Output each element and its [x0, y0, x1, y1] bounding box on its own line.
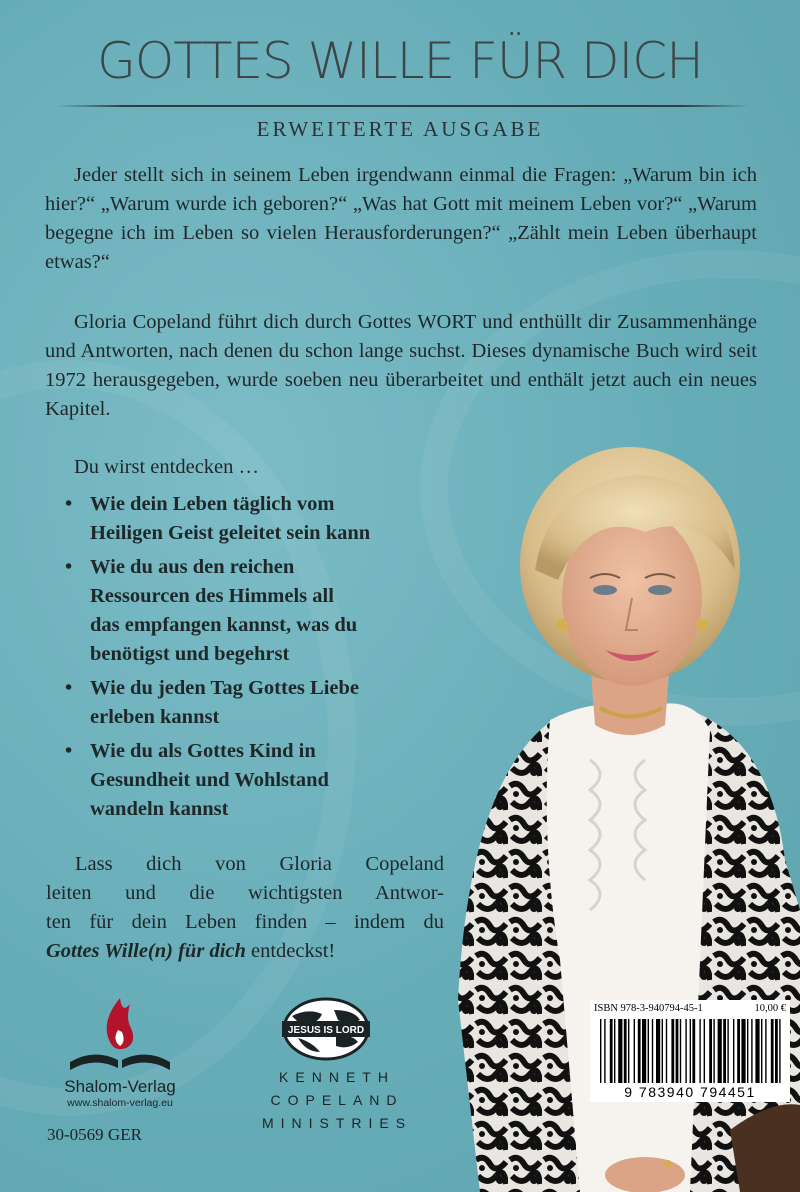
barcode-bar: [648, 1019, 649, 1083]
barcode-bar: [723, 1019, 726, 1083]
bullet-icon: •: [65, 493, 73, 515]
price: 10,00 €: [754, 1003, 786, 1014]
barcode-bar: [713, 1019, 714, 1083]
isbn-barcode: [590, 1000, 790, 1102]
closing-paragraph: Lass dich von Gloria Copeland leiten und die wichtigsten Antwor- ten für dein Leben finden – indem du Gottes Wille(n) für dich entdeckst!: [46, 853, 444, 962]
globe-icon: [278, 996, 374, 1062]
barcode-bar: [733, 1019, 734, 1083]
barcode-bar: [751, 1019, 752, 1083]
barcode-bar: [671, 1019, 674, 1083]
list-item: • Wie du als Gottes Kind in Gesundheit und Wohlstand wandeln kannst: [65, 737, 445, 824]
barcode-bar: [666, 1019, 667, 1083]
barcode-bar: [642, 1019, 646, 1083]
barcode-bar: [680, 1019, 681, 1083]
barcode-bar: [771, 1019, 774, 1083]
barcode-bar: [741, 1019, 745, 1083]
barcode-bar: [699, 1019, 700, 1083]
barcode-bars: [594, 1019, 786, 1083]
product-code: 30-0569 GER: [47, 1125, 142, 1144]
barcode-bar: [747, 1019, 748, 1083]
bullet-icon: •: [65, 556, 73, 578]
ministry-logo-text: KENNETH COPELAND MINISTRIES: [261, 1069, 413, 1131]
barcode-bar: [690, 1019, 691, 1083]
barcode-bar: [614, 1019, 615, 1083]
barcode-bar: [779, 1019, 780, 1083]
book-subtitle: ERWEITERTE AUSGABE: [256, 117, 544, 141]
flame-book-icon: [60, 990, 180, 1075]
barcode-bar: [662, 1019, 663, 1083]
barcode-bar: [624, 1019, 627, 1083]
paragraph-description: Gloria Copeland führt dich durch Gottes WORT und enthüllt dir Zusammenhänge und Antworten, nach denen du schon lange suchst. Dieses dynamische Buch wird seit 1972 herausgegeben, wurde soeben neu überarbeitet und enthält jetzt auch ein neues Kapitel.: [45, 311, 757, 420]
barcode-bar: [652, 1019, 653, 1083]
barcode-bar: [628, 1019, 629, 1083]
globe-banner-text: JESUS IS LORD: [287, 1025, 365, 1036]
barcode-bar: [737, 1019, 740, 1083]
discover-intro: Du wirst entdecken …: [74, 456, 260, 478]
barcode-digits: 9 783940 794451: [624, 1084, 756, 1100]
barcode-bar: [765, 1019, 766, 1083]
bullet-icon: •: [65, 740, 73, 762]
list-item: • Wie du jeden Tag Gottes Liebe erleben kannst: [65, 674, 445, 732]
barcode-bar: [718, 1019, 722, 1083]
barcode-bar: [755, 1019, 759, 1083]
publisher-url: www.shalom-verlag.eu: [67, 1097, 173, 1109]
barcode-bar: [775, 1019, 778, 1083]
isbn-number: ISBN 978-3-940794-45-1: [594, 1003, 703, 1014]
barcode-bar: [727, 1019, 728, 1083]
publisher-name: Shalom-Verlag: [64, 1077, 176, 1096]
barcode-bar: [618, 1019, 622, 1083]
barcode-bar: [604, 1019, 605, 1083]
book-title-italic: Gottes Wille(n) für dich: [46, 940, 246, 962]
bullet-icon: •: [65, 677, 73, 699]
barcode-bar: [676, 1019, 679, 1083]
barcode-bar: [638, 1019, 641, 1083]
barcode-bar: [685, 1019, 686, 1083]
barcode-bar: [692, 1019, 695, 1083]
barcode-bar: [656, 1019, 660, 1083]
barcode-bar: [704, 1019, 705, 1083]
title-rule: [55, 105, 750, 107]
publisher-logo: [60, 990, 180, 1109]
barcode-bar: [709, 1019, 712, 1083]
benefit-list: [65, 490, 445, 829]
barcode-bar: [610, 1019, 613, 1083]
barcode-bar: [600, 1019, 601, 1083]
list-item: • Wie dein Leben täglich vom Heiligen Geist geleitet sein kann: [65, 490, 445, 548]
book-title: GOTTES WILLE FÜR DICH: [97, 32, 703, 90]
barcode-bar: [761, 1019, 762, 1083]
paragraph-questions: Jeder stellt sich in seinem Leben irgendwann einmal die Fragen: „Warum bin ich hier?“ „Warum wurde ich geboren?“ „Was hat Gott mit meinem Leben vor?“ „Warum begegne ich im Leben so vielen Herausforderungen?“ „Zählt mein Leben überhaupt etwas?“: [45, 164, 757, 273]
list-item: • Wie du aus den reichen Ressourcen des Himmels all das empfangen kannst, was du benötigst und begehrst: [65, 553, 445, 669]
barcode-bar: [634, 1019, 635, 1083]
